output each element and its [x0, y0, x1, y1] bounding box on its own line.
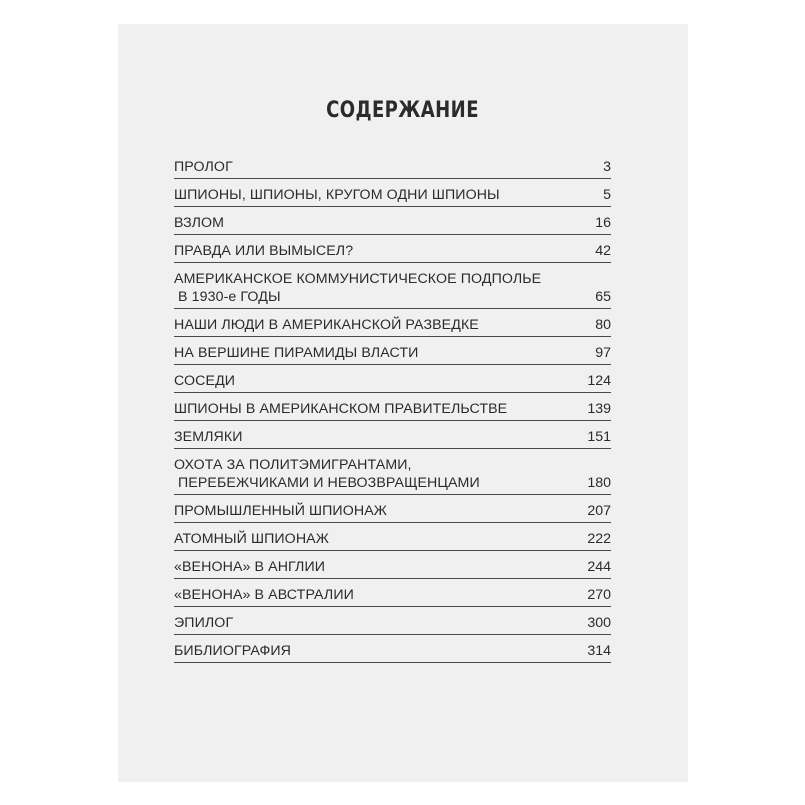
- toc-entry-page-number: 139: [587, 401, 611, 417]
- toc-entry-page-number: 270: [587, 587, 611, 603]
- toc-entry-page-number: 65: [595, 289, 611, 305]
- toc-entry-title: НА ВЕРШИНЕ ПИРАМИДЫ ВЛАСТИ: [174, 345, 419, 361]
- toc-entry-title: ПРОМЫШЛЕННЫЙ ШПИОНАЖ: [174, 503, 387, 519]
- toc-entry-page-number: 151: [587, 429, 611, 445]
- toc-entry-page-number: 3: [603, 159, 611, 175]
- toc-entry-atomic-espionage[interactable]: [174, 530, 611, 551]
- toc-entry-spies-everywhere[interactable]: [174, 186, 611, 207]
- toc-entry-communist-underground[interactable]: [174, 270, 611, 309]
- toc-entry-title: ШПИОНЫ, ШПИОНЫ, КРУГОМ ОДНИ ШПИОНЫ: [174, 187, 500, 203]
- toc-entry-page-number: 244: [587, 559, 611, 575]
- toc-entry-title: НАШИ ЛЮДИ В АМЕРИКАНСКОЙ РАЗВЕДКЕ: [174, 317, 479, 333]
- toc-entry-page-number: 222: [587, 531, 611, 547]
- toc-entry-title-continuation: В 1930-е ГОДЫ: [178, 289, 281, 305]
- toc-entry-prologue[interactable]: [174, 158, 611, 179]
- toc-entry-title: ЗЕМЛЯКИ: [174, 429, 243, 445]
- toc-entry-title: ПРОЛОГ: [174, 159, 233, 175]
- toc-entry-break-in[interactable]: [174, 214, 611, 235]
- toc-entry-page-number: 207: [587, 503, 611, 519]
- toc-entry-title: ШПИОНЫ В АМЕРИКАНСКОМ ПРАВИТЕЛЬСТВЕ: [174, 401, 508, 417]
- toc-entry-page-number: 5: [603, 187, 611, 203]
- toc-entry-industrial-espionage[interactable]: [174, 502, 611, 523]
- toc-entry-title-continuation: ПЕРЕБЕЖЧИКАМИ И НЕВОЗВРАЩЕНЦАМИ: [178, 475, 480, 491]
- toc-entry-our-people-in-intelligence[interactable]: [174, 316, 611, 337]
- toc-entry-title: «ВЕНОНА» В АВСТРАЛИИ: [174, 587, 354, 603]
- toc-entry-top-of-power[interactable]: [174, 344, 611, 365]
- toc-entry-title: БИБЛИОГРАФИЯ: [174, 643, 291, 659]
- toc-entry-page-number: 16: [595, 215, 611, 231]
- toc-entry-title: ПРАВДА ИЛИ ВЫМЫСЕЛ?: [174, 243, 354, 259]
- toc-entry-page-number: 97: [595, 345, 611, 361]
- toc-entry-epilogue[interactable]: [174, 614, 611, 635]
- toc-entry-page-number: 124: [587, 373, 611, 389]
- table-of-contents: [174, 158, 611, 670]
- toc-entry-title: «ВЕНОНА» В АНГЛИИ: [174, 559, 326, 575]
- toc-entry-title: СОСЕДИ: [174, 373, 236, 389]
- toc-entry-compatriots[interactable]: [174, 428, 611, 449]
- toc-entry-page-number: 42: [595, 243, 611, 259]
- toc-entry-hunt-for-emigrants[interactable]: [174, 456, 611, 495]
- toc-entry-page-number: 80: [595, 317, 611, 333]
- page-title: СОДЕРЖАНИЕ: [326, 98, 479, 123]
- toc-entry-title: АТОМНЫЙ ШПИОНАЖ: [174, 531, 329, 547]
- toc-entry-truth-or-fiction[interactable]: [174, 242, 611, 263]
- toc-entry-venona-england[interactable]: [174, 558, 611, 579]
- toc-entry-title: ОХОТА ЗА ПОЛИТЭМИГРАНТАМИ,: [174, 457, 412, 473]
- toc-entry-spies-in-government[interactable]: [174, 400, 611, 421]
- toc-entry-page-number: 180: [587, 475, 611, 491]
- toc-entry-page-number: 314: [587, 643, 611, 659]
- toc-entry-bibliography[interactable]: [174, 642, 611, 663]
- toc-entry-title: АМЕРИКАНСКОЕ КОММУНИСТИЧЕСКОЕ ПОДПОЛЬЕ: [174, 271, 542, 287]
- toc-entry-title: ВЗЛОМ: [174, 215, 225, 231]
- toc-entry-venona-australia[interactable]: [174, 586, 611, 607]
- toc-entry-page-number: 300: [587, 615, 611, 631]
- toc-entry-neighbors[interactable]: [174, 372, 611, 393]
- toc-entry-title: ЭПИЛОГ: [174, 615, 234, 631]
